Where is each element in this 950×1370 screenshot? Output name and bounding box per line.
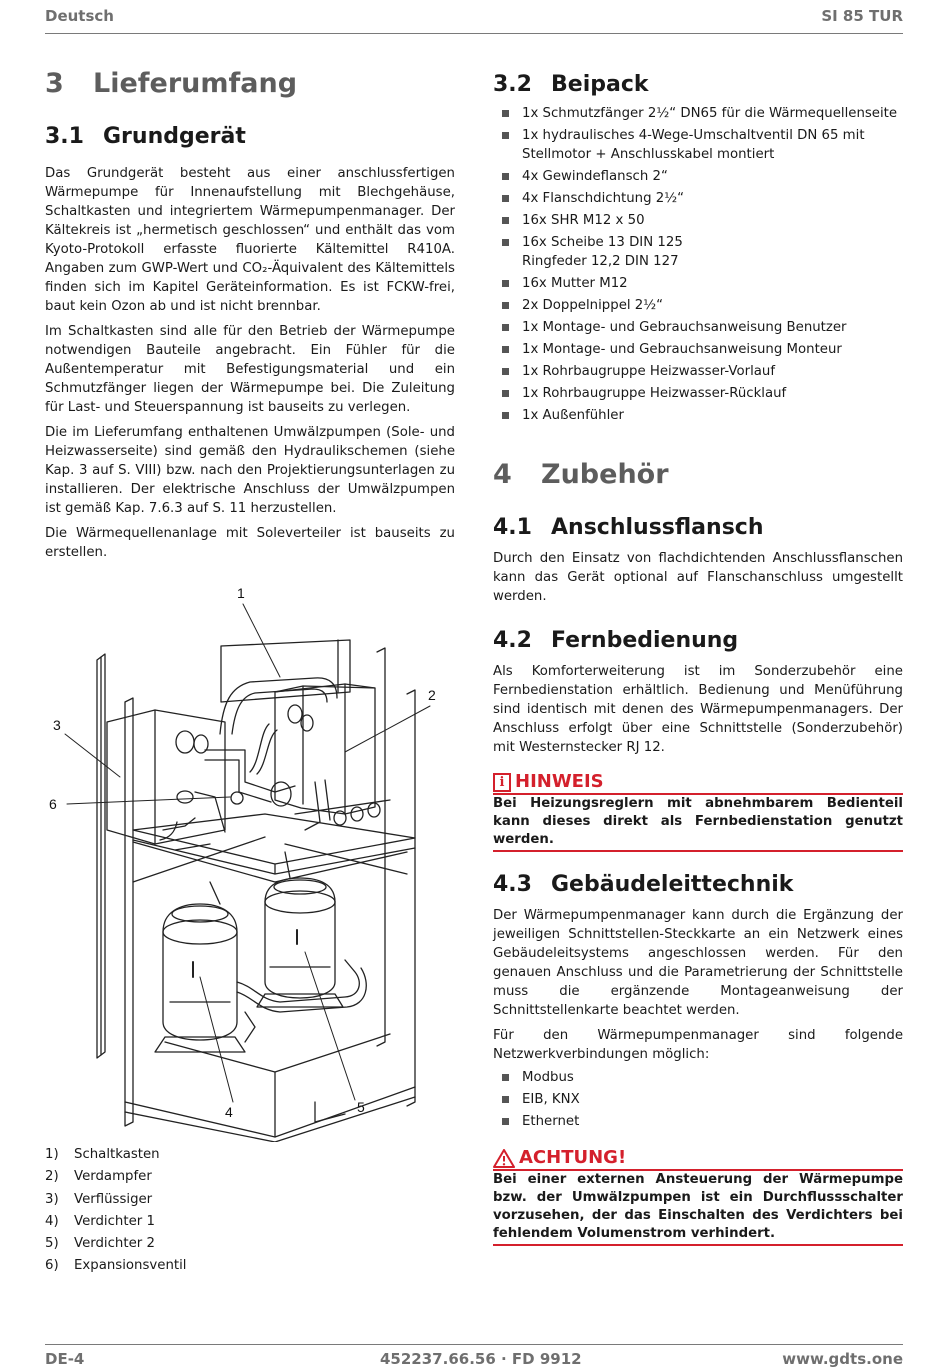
- callout-6: 6: [49, 796, 57, 812]
- paragraph: Im Schaltkasten sind alle für den Betrieb der Wärmepumpe notwendigen Bauteile angebracht. Ein Fühler für die Außentemperatur mit Befestigungsmaterial und ein Schmutzfänger liegen der Wärmepumpe bei. Die Zuleitung für Last- und Steuerspannung ist bauseits zu verlegen.: [45, 324, 455, 415]
- heat-pump-drawing: [45, 582, 455, 1142]
- list-item: EIB, KNX: [493, 1090, 903, 1109]
- header-language: Deutsch: [45, 7, 114, 25]
- section-3-number: 3: [45, 68, 64, 99]
- list-item: 4x Flanschdichtung 2½“: [493, 189, 903, 208]
- figure-legend: [45, 1144, 455, 1278]
- list-item: 16x Scheibe 13 DIN 125 Ringfeder 12,2 DIN 127: [493, 233, 903, 271]
- callout-1: 1: [237, 585, 245, 601]
- paragraph: Für den Wärmepumpenmanager sind folgende Netzwerkverbindungen möglich:: [493, 1028, 903, 1062]
- legend-item: 4) Verdichter 1: [45, 1213, 155, 1229]
- list-item: 16x SHR M12 x 50: [493, 211, 903, 230]
- list-item: 16x Mutter M12: [493, 274, 903, 293]
- hinweis-text: Bei Heizungsreglern mit abnehmbarem Bedienteil kann dieses direkt als Fernbedienstation genutzt werden.: [493, 795, 903, 852]
- section-4-number: 4: [493, 459, 512, 490]
- list-item: 1x Schmutzfänger 2½“ DN65 für die Wärmequellenseite: [493, 104, 903, 123]
- legend-item: 6) Expansionsventil: [45, 1258, 187, 1274]
- section-3-2-title: Beipack: [551, 72, 649, 97]
- footer-doc-number: 452237.66.56 · FD 9912: [380, 1350, 582, 1368]
- right-column: [493, 64, 903, 1246]
- callout-2: 2: [428, 687, 436, 703]
- header-rule: [45, 33, 903, 34]
- list-item: Modbus: [493, 1068, 903, 1087]
- list-item: 4x Gewindeflansch 2“: [493, 167, 903, 186]
- section-3-1-number: 3.1: [45, 124, 84, 149]
- list-item: 1x Rohrbaugruppe Heizwasser-Rücklauf: [493, 384, 903, 403]
- section-4-heading: [493, 455, 903, 495]
- footer-page-number: DE-4: [45, 1350, 85, 1368]
- hinweis-title: i HINWEIS: [493, 771, 903, 795]
- footer-website: www.gdts.one: [782, 1350, 903, 1368]
- hinweis-notice: [493, 771, 903, 852]
- section-3-title: Lieferumfang: [93, 68, 298, 99]
- section-3-1-title: Grundgerät: [103, 124, 246, 149]
- section-4-1-heading: 4.1 Anschlussflansch: [493, 515, 764, 540]
- left-column: [45, 64, 455, 1278]
- list-item: 1x Montage- und Gebrauchsanweisung Benutzer: [493, 318, 903, 337]
- callout-5: 5: [357, 1099, 365, 1115]
- beipack-list: [493, 104, 903, 425]
- legend-item: 2) Verdampfer: [45, 1169, 152, 1185]
- legend-item: 1) Schaltkasten: [45, 1147, 160, 1162]
- list-item: 1x hydraulisches 4-Wege-Umschaltventil DN 65 mit Stellmotor + Anschlusskabel montiert: [493, 126, 903, 164]
- paragraph: Als Komforterweiterung ist im Sonderzubehör eine Fernbedienstation erhältlich. Bedienung und Menüführung sind identisch mit denen des Wärmepumpenmanagers. Der Anschluss erfolgt über eine Schnittstelle (Sonderzubehör) mit Westernstecker RJ 12.: [493, 664, 903, 755]
- achtung-text: Bei einer externen Ansteuerung der Wärmepumpe bzw. der Umwälzpumpen ist ein Durchflussschalter vorzusehen, der das Einschalten des Verdichters bei fehlendem Volumenstrom verhindert.: [493, 1171, 903, 1246]
- section-3-2-heading: [493, 70, 903, 100]
- section-3-2-number: 3.2: [493, 72, 532, 97]
- paragraph: Die im Lieferumfang enthaltenen Umwälzpumpen (Sole- und Heizwasserseite) sind gemäß den Hydraulikschemen (siehe Kap. 3 auf S. VIII) bzw. nach den Projektierungsunterlagen zu installieren. Der elektrische Anschluss der Umwälzpumpen ist gemäß Kap. 7.6.3 auf S. 11 herzustellen.: [45, 425, 455, 516]
- paragraph: Der Wärmepumpenmanager kann durch die Ergänzung der jeweiligen Schnittstellen-Steckkarte an ein Netzwerk eines Gebäudeleitsystems angeschlossen werden. Für den genauen Anschluss und die Parametrierung der Schnittstelle muss die ergänzende Montageanweisung der Schnittstellenkarte beachtet werden.: [493, 908, 903, 1018]
- legend-item: 3) Verflüssiger: [45, 1191, 153, 1207]
- paragraph: Durch den Einsatz von flachdichtenden Anschlussflanschen kann das Gerät optional auf Flanschanschluss umgestellt werden.: [493, 551, 903, 604]
- section-4-title: Zubehör: [541, 459, 669, 490]
- achtung-title: ACHTUNG!: [493, 1147, 903, 1171]
- warning-icon: [493, 1149, 515, 1168]
- heat-pump-figure: [45, 582, 455, 1142]
- list-item: 1x Montage- und Gebrauchsanweisung Monteur: [493, 340, 903, 359]
- callout-4: 4: [225, 1104, 233, 1120]
- section-3-1-heading: [45, 122, 455, 152]
- achtung-warning: [493, 1147, 903, 1246]
- network-list: [493, 1068, 903, 1131]
- legend-item: 5) Verdichter 2: [45, 1236, 155, 1252]
- list-item: 2x Doppelnippel 2½“: [493, 296, 903, 315]
- paragraph: Das Grundgerät besteht aus einer anschlussfertigen Wärmepumpe für Innenaufstellung mit Blechgehäuse, Schaltkasten und integriertem Wärmepumpenmanager. Der Kältekreis ist „hermetisch geschlossen“ und enthält das vom Kyoto-Protokoll erfasste fluorierte Kältemittel R410A. Angaben zum GWP-Wert und CO₂-Äquivalent des Kältemittels finden sich im Kapitel Geräteinformation. Es ist FCKW-frei, baut kein Ozon ab und ist nicht brennbar.: [45, 166, 455, 314]
- paragraph: Die Wärmequellenanlage mit Soleverteiler ist bauseits zu erstellen.: [45, 526, 455, 560]
- section-4-2-heading: 4.2 Fernbedienung: [493, 628, 739, 653]
- callout-3: 3: [53, 717, 61, 733]
- list-item: 1x Außenfühler: [493, 406, 903, 425]
- info-icon: i: [493, 773, 511, 792]
- header-model: SI 85 TUR: [821, 7, 903, 25]
- section-4-3-heading: 4.3 Gebäudeleittechnik: [493, 872, 794, 897]
- section-3-heading: [45, 64, 455, 104]
- footer-rule: [45, 1344, 903, 1345]
- list-item: Ethernet: [493, 1112, 903, 1131]
- list-item: 1x Rohrbaugruppe Heizwasser-Vorlauf: [493, 362, 903, 381]
